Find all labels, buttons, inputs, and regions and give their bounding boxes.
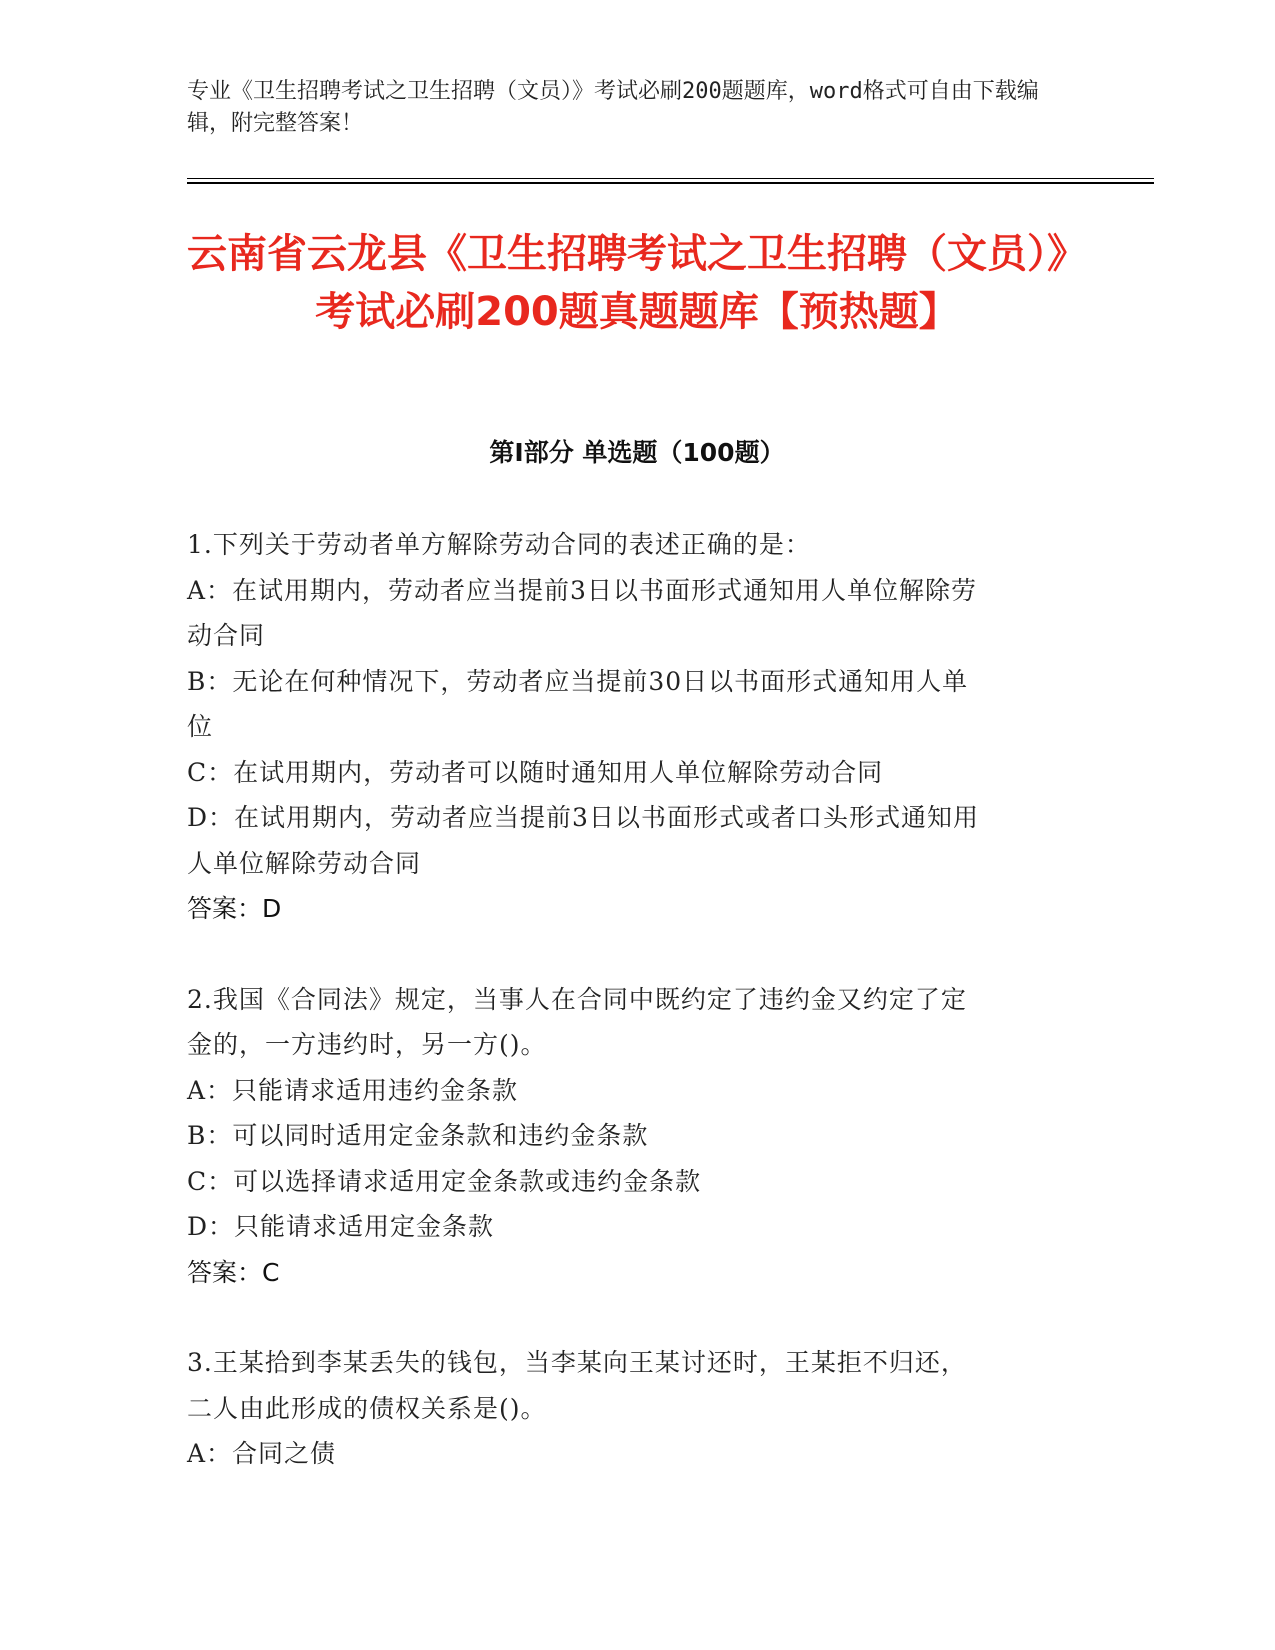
question-stem-line: 金的，一方违约时，另一方()。 <box>187 1030 547 1059</box>
question-spacer <box>187 932 1067 977</box>
header-divider-thick <box>187 182 1154 184</box>
option-a-line: 动合同 <box>187 621 266 650</box>
question-stem-line: 二人由此形成的债权关系是()。 <box>187 1393 547 1423</box>
header-divider-thin <box>187 178 1154 179</box>
header-note: 专业《卫生招聘考试之卫生招聘（文员）》考试必刷200题题库，word格式可自由下载编辑，附完整答案！ <box>187 79 1039 136</box>
option-c-line: C：可以选择请求适用定金条款或违约金条款 <box>187 1166 702 1196</box>
document-title: 云南省云龙县《卫生招聘考试之卫生招聘（文员）》考试必刷200题真题题库【预热题】 <box>187 231 1087 335</box>
question-3 <box>187 1340 1067 1477</box>
option-a-line: A：只能请求适用违约金条款 <box>187 1075 519 1105</box>
question-2 <box>187 977 1067 1296</box>
question-stem-line: 3.王某拾到李某丢失的钱包，当李某向王某讨还时，王某拒不归还， <box>187 1348 967 1377</box>
section-title: 第I部分 单选题（100题） <box>489 438 785 467</box>
question-spacer <box>187 1295 1067 1340</box>
option-b-line: 位 <box>187 712 214 741</box>
question-stem-line: 2.我国《合同法》规定，当事人在合同中既约定了违约金又约定了定 <box>187 984 967 1014</box>
question-list <box>187 522 1067 1477</box>
option-b-line: B：无论在何种情况下，劳动者应当提前30日以书面形式通知用人单 <box>187 666 969 696</box>
option-c-line: C：在试用期内，劳动者可以随时通知用人单位解除劳动合同 <box>187 757 884 787</box>
option-a-line: A：在试用期内，劳动者应当提前3日以书面形式通知用人单位解除劳 <box>187 575 977 605</box>
option-a-line: A：合同之债 <box>187 1439 337 1468</box>
answer-label: 答案：C <box>187 1257 280 1287</box>
option-d-line: 人单位解除劳动合同 <box>187 848 422 878</box>
question-1 <box>187 522 1067 932</box>
option-d-line: D：只能请求适用定金条款 <box>187 1212 495 1241</box>
option-b-line: B：可以同时适用定金条款和违约金条款 <box>187 1121 649 1150</box>
option-d-line: D：在试用期内，劳动者应当提前3日以书面形式或者口头形式通知用 <box>187 803 979 832</box>
answer-label: 答案：D <box>187 894 282 923</box>
question-stem-line: 1.下列关于劳动者单方解除劳动合同的表述正确的是： <box>187 530 811 559</box>
